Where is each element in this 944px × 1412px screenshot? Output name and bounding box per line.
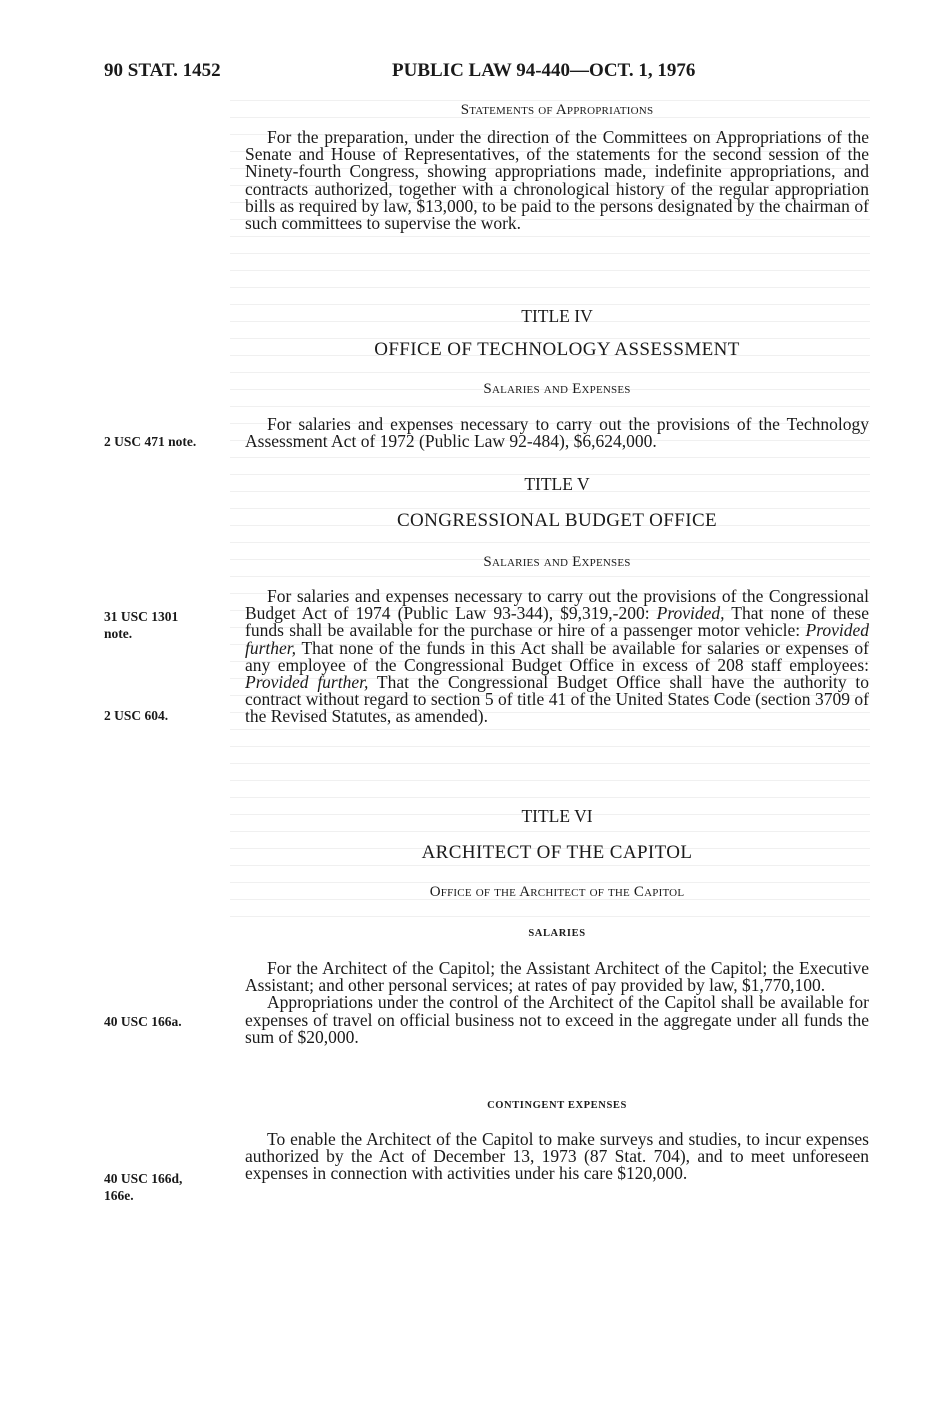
salaries-paragraph-2: Appropriations under the control of the Architect of the Capitol shall be available for expenses of travel on official business not to exceed in the aggregate under all funds the sum of $20,000. [245,992,869,1047]
contingent-paragraph: To enable the Architect of the Capitol to make surveys and studies, to incur expenses authorized by the Act of December 13, 1973 (87 Stat. 704), and to meet unforeseen expenses in connection with activities under his care $120,000. [245,1129,869,1184]
margin-note-2-usc-604: 2 USC 604. [104,708,169,723]
margin-note-2-usc-471: 2 USC 471 note. [104,434,197,449]
salaries-heading: SALARIES [528,928,586,939]
ota-paragraph: For salaries and expenses necessary to carry out the provisions of the Technology Assessment Act of 1972 (Public Law 92-484), $6,624,000. [245,414,869,452]
ota-heading: OFFICE OF TECHNOLOGY ASSESSMENT [374,339,740,360]
cbo-provided-1: Provided, [656,603,725,624]
cbo-text-3: That none of the funds in this Act shall be available for salaries or expenses of any employee of the Congressional Budget Office in excess of 208 staff employees: [245,637,870,675]
salaries-section [245,960,869,1046]
cbo-text-2: That none of these funds shall be available for the purchase or hire of a passenger motor vehicle: [245,603,869,641]
contingent-expenses-heading: CONTINGENT EXPENSES [487,1100,627,1111]
cbo-text-4: That the Congressional Budget Office shall have the authority to contract without regard to section 5 of title 41 of the United States Code (section 3709 of the Revised Statutes, as amended). [245,672,870,727]
aoc-subheading: Office of the Architect of the Capitol [429,884,685,900]
statements-heading: Statements of Appropriations [460,102,654,118]
cbo-paragraph [245,588,869,726]
margin-note-40-usc-166d [104,1170,234,1204]
title-v: TITLE V [524,474,590,494]
margin-note-31-usc-1301-line-1: 31 USC 1301 [104,609,179,624]
cbo-provided-2: Provided further, [245,620,869,658]
title-vi: TITLE VI [521,806,593,826]
public-law-title: PUBLIC LAW 94-440—OCT. 1, 1976 [392,60,696,81]
ota-section [245,416,869,450]
cbo-heading: CONGRESSIONAL BUDGET OFFICE [396,510,718,531]
page-header [104,60,864,86]
cbo-provided-3: Provided further, [245,672,369,693]
statute-citation: 90 STAT. 1452 [104,60,221,81]
statements-section [245,129,869,232]
margin-note-31-usc-1301 [104,608,234,642]
margin-note-40-usc-166a: 40 USC 166a. [104,1014,182,1029]
title-iv: TITLE IV [521,306,593,326]
cbo-section [245,588,869,726]
contingent-section [245,1131,869,1183]
statements-paragraph: For the preparation, under the direction of the Committees on Appropriations of the Senate and House of Representatives, of the statements for the second session of the Ninety-fourth Congress, showing appropriations made, indefinite appropriations, and contracts authorized, together with a chronological history of the regular appropriation bills as required by law, $13,000, to be paid to the persons designated by the chairman of such committees to supervise the work. [245,127,869,234]
ota-subheading: Salaries and Expenses [483,381,631,397]
aoc-heading: ARCHITECT OF THE CAPITOL [421,842,693,863]
salaries-paragraph-1: For the Architect of the Capitol; the Assistant Architect of the Capitol; the Executive Assistant; and other personal services; at rates of pay provided by law, $1,770,100. [245,958,869,996]
margin-note-31-usc-1301-line-2: note. [104,626,133,641]
cbo-text-1: For salaries and expenses necessary to carry out the provisions of the Congressional Budget Act of 1974 (Public Law 93-344), $9,319,-200: [245,586,869,624]
cbo-subheading: Salaries and Expenses [483,554,631,570]
margin-note-40-usc-166d-line-2: 166e. [104,1188,134,1203]
margin-note-40-usc-166d-line-1: 40 USC 166d, [104,1171,183,1186]
